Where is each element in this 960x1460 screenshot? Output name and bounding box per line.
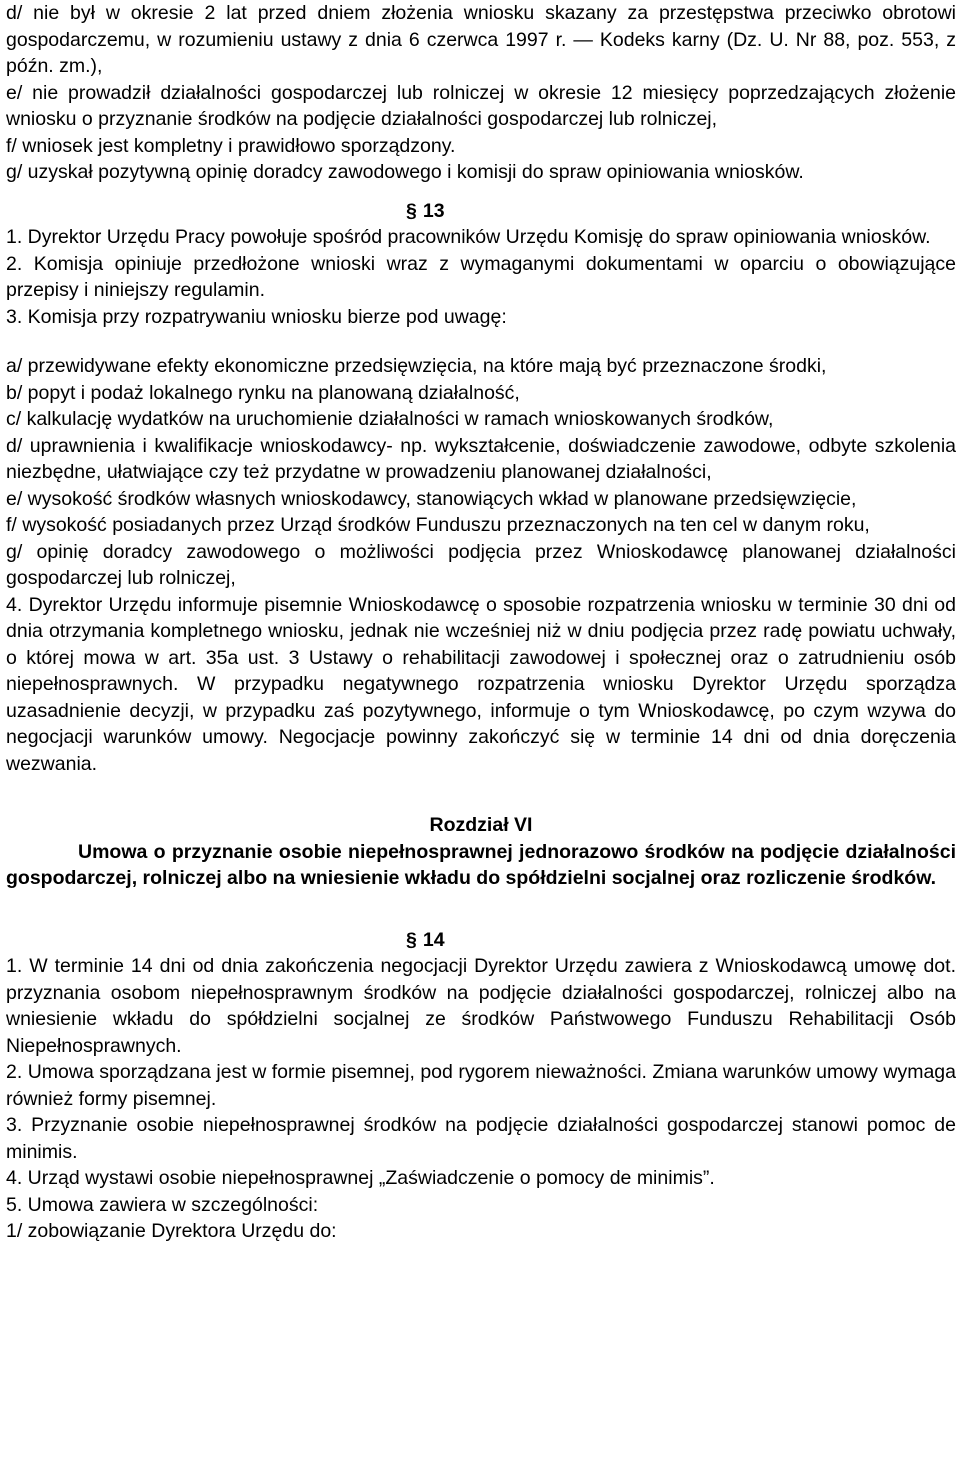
section-number: 14 bbox=[422, 928, 445, 951]
section-13-item-1: 1. Dyrektor Urzędu Pracy powołuje spośród pracowników Urzędu Komisję do spraw opiniowania wniosków. bbox=[6, 226, 931, 248]
paragraph-d: d/ nie był w okresie 2 lat przed dniem złożenia wniosku skazany za przestępstwa przeciwko obrotowi gospodarczemu, w rozumieniu ustawy z dnia 6 czerwca 1997 r. — Kodeks karny (Dz. U. Nr 88, poz. 553, z późn. zm.), bbox=[6, 2, 956, 77]
chapter-label: Rozdział VI bbox=[429, 814, 533, 836]
section-symbol: § bbox=[406, 199, 417, 222]
section-14-item-4: 4. Urząd wystawi osobie niepełnosprawnej „Zaświadczenie o pomocy de minimis”. bbox=[6, 1167, 715, 1189]
section-14-item-3: 3. Przyznanie osobie niepełnosprawnej środków na podjęcie działalności gospodarczej stanowi pomoc de minimis. bbox=[6, 1114, 956, 1163]
section-13-item-2: 2. Komisja opiniuje przedłożone wnioski wraz z wymaganymi dokumentami w oparciu o obowiązujące przepisy i niniejszy regulamin. bbox=[6, 252, 956, 301]
criterion-e: e/ wysokość środków własnych wnioskodawcy, stanowiących wkład w planowane przedsięwzięcie, bbox=[6, 487, 857, 510]
section-14-item-1: 1. W terminie 14 dni od dnia zakończenia negocjacji Dyrektor Urzędu zawiera z Wnioskodawcą umowę dot. przyznania osobom niepełnosprawnym środków na podjęcie działalności gospodarczej, rolniczej albo na wniesienie wkładu do spółdzielni socjalnej ze środków Państwowego Funduszu Rehabilitacji Osób Niepełnosprawnych. bbox=[6, 955, 956, 1057]
criterion-c: c/ kalkulację wydatków na uruchomienie działalności w ramach wnioskowanych środków, bbox=[6, 408, 774, 430]
paragraph-e: e/ nie prowadził działalności gospodarczej lub rolniczej w okresie 12 miesięcy poprzedzających złożenie wniosku o przyznanie środków na podjęcie działalności gospodarczej lub rolniczej, bbox=[6, 81, 956, 130]
criterion-d: d/ uprawnienia i kwalifikacje wnioskodawcy- np. wykształcenie, doświadczenie zawodowe, odbyte szkolenia niezbędne, ułatwiające czy też przydatne w prowadzeniu planowanej działalności, bbox=[6, 434, 956, 483]
section-14-heading bbox=[6, 927, 956, 954]
section-number: 13 bbox=[422, 199, 445, 222]
section-14-item-2: 2. Umowa sporządzana jest w formie pisemnej, pod rygorem nieważności. Zmiana warunków umowy wymaga również formy pisemnej. bbox=[6, 1061, 956, 1110]
paragraph-g: g/ uzyskał pozytywną opinię doradcy zawodowego i komisji do spraw opiniowania wniosków. bbox=[6, 161, 804, 183]
criterion-g: g/ opinię doradcy zawodowego o możliwości podjęcia przez Wnioskodawcę planowanej działalności gospodarczej lub rolniczej, bbox=[6, 540, 956, 589]
paragraph-f: f/ wniosek jest kompletny i prawidłowo sporządzony. bbox=[6, 134, 456, 157]
section-13-heading bbox=[6, 198, 956, 225]
section-13-item-4: 4. Dyrektor Urzędu informuje pisemnie Wnioskodawcę o sposobie rozpatrzenia wniosku w terminie 30 dni od dnia otrzymania kompletnego wniosku, jednak nie wcześniej niż w dniu podjęcia przez radę powiatu uchwały, o której mowa w art. 35a ust. 3 Ustawy o rehabilitacji zawodowej i społecznej oraz o zatrudnieniu osób niepełnosprawnych. W przypadku negatywnego rozpatrzenia wniosku Dyrektor Urzędu sporządza uzasadnienie decyzji, w przypadku zaś pozytywnego, informuje o tym Wnioskodawcę, po czym wzywa do negocjacji warunków umowy. Negocjacje powinny zakończyć się w terminie 14 dni od dnia doręczenia wezwania. bbox=[6, 593, 956, 775]
criterion-a: a/ przewidywane efekty ekonomiczne przedsięwzięcia, na które mają być przeznaczone środki, bbox=[6, 355, 827, 377]
section-14-item-5-1: 1/ zobowiązanie Dyrektora Urzędu do: bbox=[6, 1220, 337, 1242]
section-symbol: § bbox=[406, 928, 417, 951]
criterion-f: f/ wysokość posiadanych przez Urząd środków Funduszu przeznaczonych na ten cel w danym roku, bbox=[6, 514, 870, 536]
criterion-b: b/ popyt i podaż lokalnego rynku na planowaną działalność, bbox=[6, 381, 520, 404]
section-14-item-5: 5. Umowa zawiera w szczególności: bbox=[6, 1193, 319, 1216]
chapter-title: Umowa o przyznanie osobie niepełnosprawnej jednorazowo środków na podjęcie działalności gospodarczej, rolniczej albo na wniesienie wkładu do spółdzielni socjalnej oraz rozliczenie środków. bbox=[6, 840, 956, 889]
section-13-item-3: 3. Komisja przy rozpatrywaniu wniosku bierze pod uwagę: bbox=[6, 305, 507, 328]
